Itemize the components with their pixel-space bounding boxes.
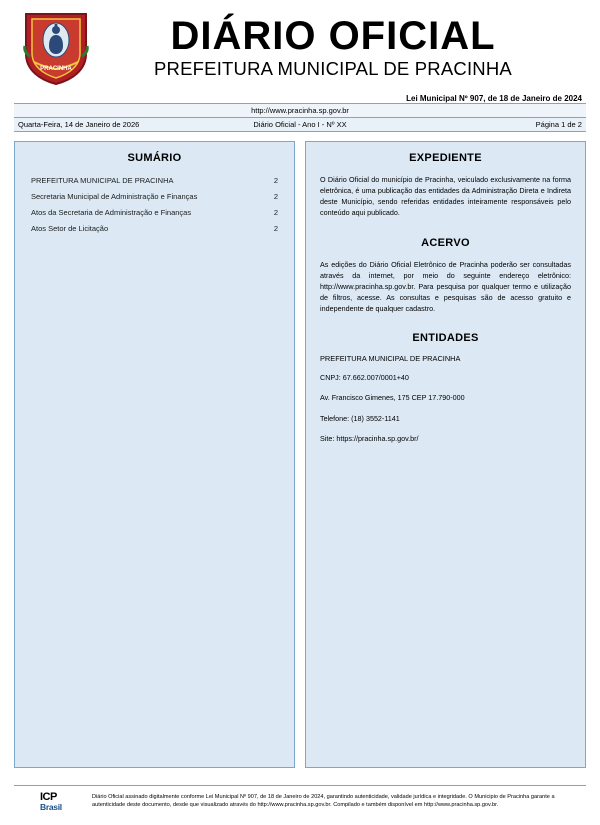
masthead-text xyxy=(100,16,586,80)
entidades-heading: ENTIDADES xyxy=(412,332,479,345)
coat-of-arms-icon xyxy=(20,10,92,86)
sumario-item-page: 2 xyxy=(273,191,278,201)
publication-date: Quarta-Feira, 14 de Janeiro de 2026 xyxy=(18,120,140,129)
entity-address: Av. Francisco Gimenes, 175 CEP 17.790-000 xyxy=(320,393,465,403)
law-reference: Lei Municipal Nº 907, de 18 de Janeiro de 2024 xyxy=(406,94,582,103)
acervo-text: As edições do Diário Oficial Eletrônico de Pracinha poderão ser consultadas através da internet, por meio do seguinte endereço eletrônico: http://www.pracinha.sp.gov.br. Para pesquisa por qualquer termo e utilização de filtros, acesse. As consultas e pesquisas são de acesso gratuito e independente de qualquer cadastro. xyxy=(320,259,571,314)
sumario-heading: SUMÁRIO xyxy=(127,152,182,164)
list-item[interactable] xyxy=(31,192,278,203)
masthead xyxy=(14,0,586,88)
expediente-text: O Diário Oficial do município de Pracinha, veiculado exclusivamente na forma eletrônica, é uma publicação das entidades da Administração Direta e Indireta deste Município, sendo referidas entidades inteiramente responsáveis pelo conteúdo aqui publicado. xyxy=(320,175,571,218)
svg-text:PRACINHA: PRACINHA xyxy=(40,66,72,72)
content-columns xyxy=(14,141,586,768)
sumario-item-page: 2 xyxy=(273,176,278,185)
edition-number: Diário Oficial - Ano I - Nº XX xyxy=(253,120,347,129)
expediente-column xyxy=(305,141,586,768)
sumario-item-page: 2 xyxy=(273,223,278,233)
icp-top-label: ICP xyxy=(40,790,57,803)
page-number: Página 1 de 2 xyxy=(535,120,582,129)
list-item[interactable] xyxy=(31,176,278,187)
icp-brasil-icon xyxy=(40,792,84,812)
list-item[interactable] xyxy=(31,224,278,235)
entity-name: PREFEITURA MUNICIPAL DE PRACINHA xyxy=(320,354,461,364)
sumario-item-label: Atos Setor de Licitação xyxy=(31,223,109,233)
sumario-item-label: Secretaria Municipal de Administração e Finanças xyxy=(31,191,198,201)
sumario-column xyxy=(14,141,295,768)
list-item[interactable] xyxy=(31,208,278,219)
footer-content xyxy=(14,792,586,812)
sumario-item-page: 2 xyxy=(273,207,278,217)
sumario-item-label: Atos da Secretaria de Administração e Finanças xyxy=(31,207,192,217)
entidades-block xyxy=(316,354,575,443)
site-url-bar[interactable]: http://www.pracinha.sp.gov.br xyxy=(14,103,586,117)
icp-bottom-label: Brasil xyxy=(40,801,62,812)
footer-divider xyxy=(14,785,586,786)
acervo-heading: ACERVO xyxy=(421,236,470,249)
footer-disclaimer: Diário Oficial assinado digitalmente conforme Lei Municipal Nº 907, de 18 de Janeiro de 2024, garantindo autenticidade, validade jurídica e integridade. O Municipio de Pracinha garante a autenticidade deste documento, desde que visualizado através do http://www.pracinha.sp.gov.br. Compilado e também disponível em http://www.pracinha.sp.gov.br. xyxy=(92,793,555,809)
page-title: DIÁRIO OFICIAL xyxy=(170,14,496,58)
page-subtitle: PREFEITURA MUNICIPAL DE PRACINHA xyxy=(154,57,512,79)
sumario-list xyxy=(25,176,284,235)
entity-site[interactable]: Site: https://pracinha.sp.gov.br/ xyxy=(320,433,419,443)
page-footer xyxy=(14,785,586,812)
expediente-heading: EXPEDIENTE xyxy=(409,152,482,164)
edition-info-bar xyxy=(14,117,586,132)
entity-phone: Telefone: (18) 3552-1141 xyxy=(320,413,400,423)
entity-cnpj: CNPJ: 67.662.007/0001+40 xyxy=(320,373,409,383)
sumario-item-label: PREFEITURA MUNICIPAL DE PRACINHA xyxy=(31,176,174,185)
